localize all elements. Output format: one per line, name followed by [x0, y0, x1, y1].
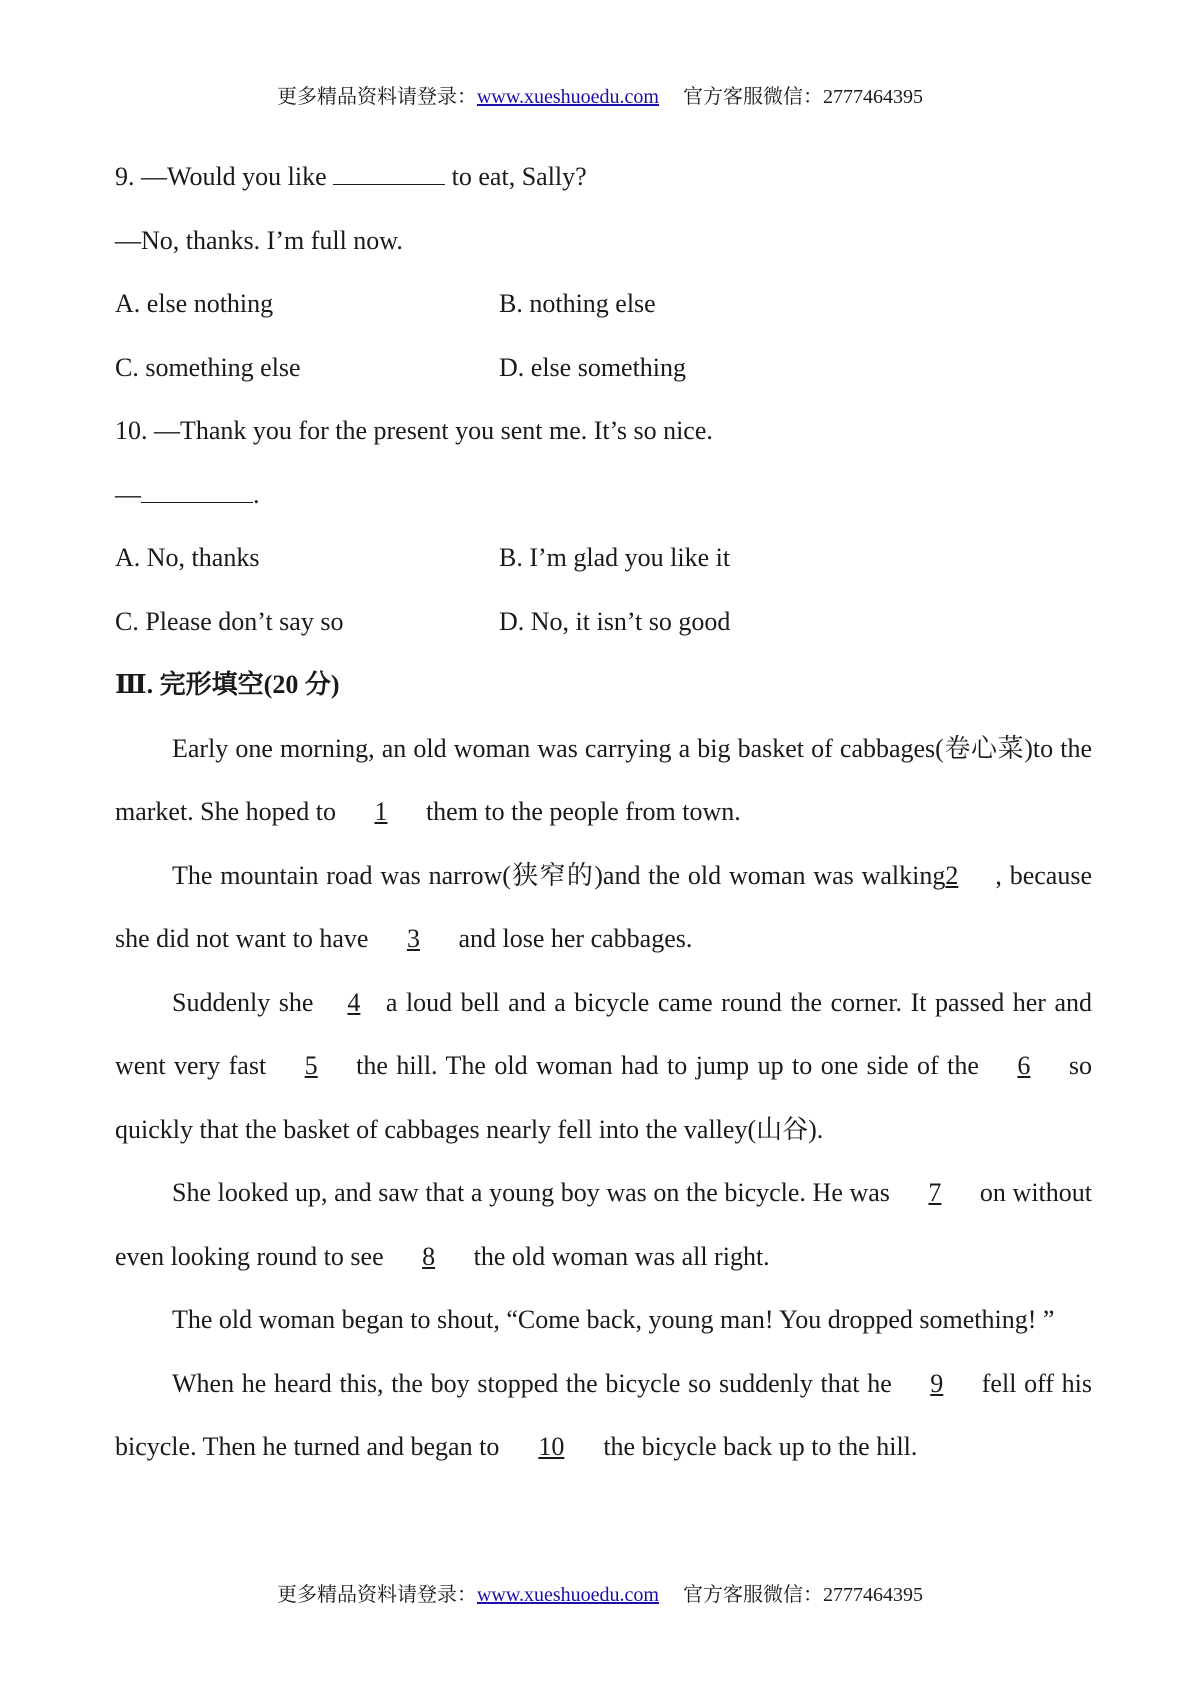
exam-content — [115, 145, 1092, 1479]
question-9-text-start: 9. —Would you like — [115, 162, 334, 191]
option-10b: B. I’m glad you like it — [499, 543, 731, 572]
option-9d: D. else something — [499, 352, 687, 382]
cloze-paragraph-3 — [115, 971, 1092, 1162]
cloze-paragraph-4 — [115, 1161, 1092, 1288]
cloze-blank-6: 6 — [1017, 1051, 1031, 1080]
question-10-period: . — [253, 479, 260, 509]
section-3-title: Ⅲ. 完形填空(20 分) — [115, 670, 340, 699]
cloze-p6-text-end: the bicycle back up to the hill. — [603, 1432, 918, 1461]
question-10-blank — [141, 480, 253, 503]
cloze-p6-text: When he heard this, the boy stopped the bicycle so suddenly that he — [172, 1368, 892, 1398]
footer-service: 官方客服微信：2777464395 — [683, 1584, 923, 1606]
question-10: 10. —Thank you for the present you sent me. It’s so nice. — [115, 416, 713, 445]
question-10-reply — [115, 463, 1092, 527]
question-9-options-cd — [115, 336, 1092, 400]
cloze-p3-text: Suddenly she — [172, 987, 314, 1017]
cloze-blank-2: 2 — [945, 860, 959, 890]
cloze-blank-3: 3 — [406, 924, 420, 953]
question-9-reply: —No, thanks. I’m full now. — [115, 225, 403, 255]
page-header — [0, 80, 1200, 109]
cloze-paragraph-2 — [115, 844, 1092, 971]
header-url-link[interactable]: www.xueshuoedu.com — [476, 86, 659, 108]
cloze-p2-text-mid: , because she did not want to have — [115, 860, 1093, 953]
cloze-p3-text-end: so quickly that the basket of cabbages nearly fell into the valley(山谷). — [115, 1051, 1092, 1144]
footer-url-link[interactable]: www.xueshuoedu.com — [476, 1584, 659, 1606]
cloze-paragraph-5: The old woman began to shout, “Come back, young man! You dropped something! ” — [172, 1305, 1055, 1334]
header-service: 官方客服微信：2777464395 — [683, 86, 923, 108]
question-10-options-cd — [115, 590, 1092, 654]
cloze-blank-8: 8 — [422, 1241, 436, 1271]
cloze-p4-text: She looked up, and saw that a young boy was on the bicycle. He was — [172, 1178, 890, 1207]
question-9-options-ab — [115, 272, 1092, 336]
cloze-blank-1: 1 — [374, 797, 388, 826]
cloze-p3-text-mid: a loud bell and a bicycle came round the corner. It passed her and went very fast — [115, 987, 1093, 1080]
header-prefix: 更多精品资料请登录： — [276, 86, 477, 108]
cloze-paragraph-1 — [115, 717, 1092, 844]
option-9c: C. something else — [115, 352, 301, 382]
question-9-blank — [333, 162, 445, 185]
cloze-blank-4: 4 — [347, 987, 361, 1017]
cloze-p4-text-mid: on without even looking round to see — [115, 1178, 1092, 1271]
option-10d: D. No, it isn’t so good — [499, 606, 731, 636]
cloze-p1-text: Early one morning, an old woman was carrying a big basket of cabbages(卷心菜)to the market. She hoped to — [115, 733, 1092, 826]
cloze-blank-9: 9 — [930, 1368, 944, 1398]
option-9a: A. else nothing — [115, 289, 274, 318]
cloze-paragraph-6 — [115, 1352, 1092, 1479]
cloze-blank-7: 7 — [928, 1178, 942, 1207]
option-10c: C. Please don’t say so — [115, 606, 344, 636]
cloze-p1-text-end: them to the people from town. — [425, 797, 741, 826]
question-10-dash: — — [115, 479, 141, 509]
cloze-blank-5: 5 — [304, 1051, 318, 1080]
question-9-text-end: to eat, Sally? — [445, 162, 587, 191]
option-10a: A. No, thanks — [115, 543, 260, 572]
cloze-blank-10: 10 — [538, 1432, 565, 1461]
page-footer — [0, 1578, 1200, 1607]
cloze-p2-text-end: and lose her cabbages. — [458, 924, 693, 953]
question-9 — [115, 145, 1092, 209]
question-10-options-ab — [115, 526, 1092, 590]
footer-prefix: 更多精品资料请登录： — [276, 1584, 477, 1606]
cloze-p4-text-end: the old woman was all right. — [473, 1241, 770, 1271]
option-9b: B. nothing else — [499, 289, 656, 318]
cloze-p2-text: The mountain road was narrow(狭窄的)and the old woman was walking — [172, 860, 946, 890]
cloze-p6-text-mid: fell off his bicycle. Then he turned and began to — [115, 1368, 1092, 1461]
cloze-p3-text-mid2: the hill. The old woman had to jump up to one side of the — [356, 1051, 979, 1080]
